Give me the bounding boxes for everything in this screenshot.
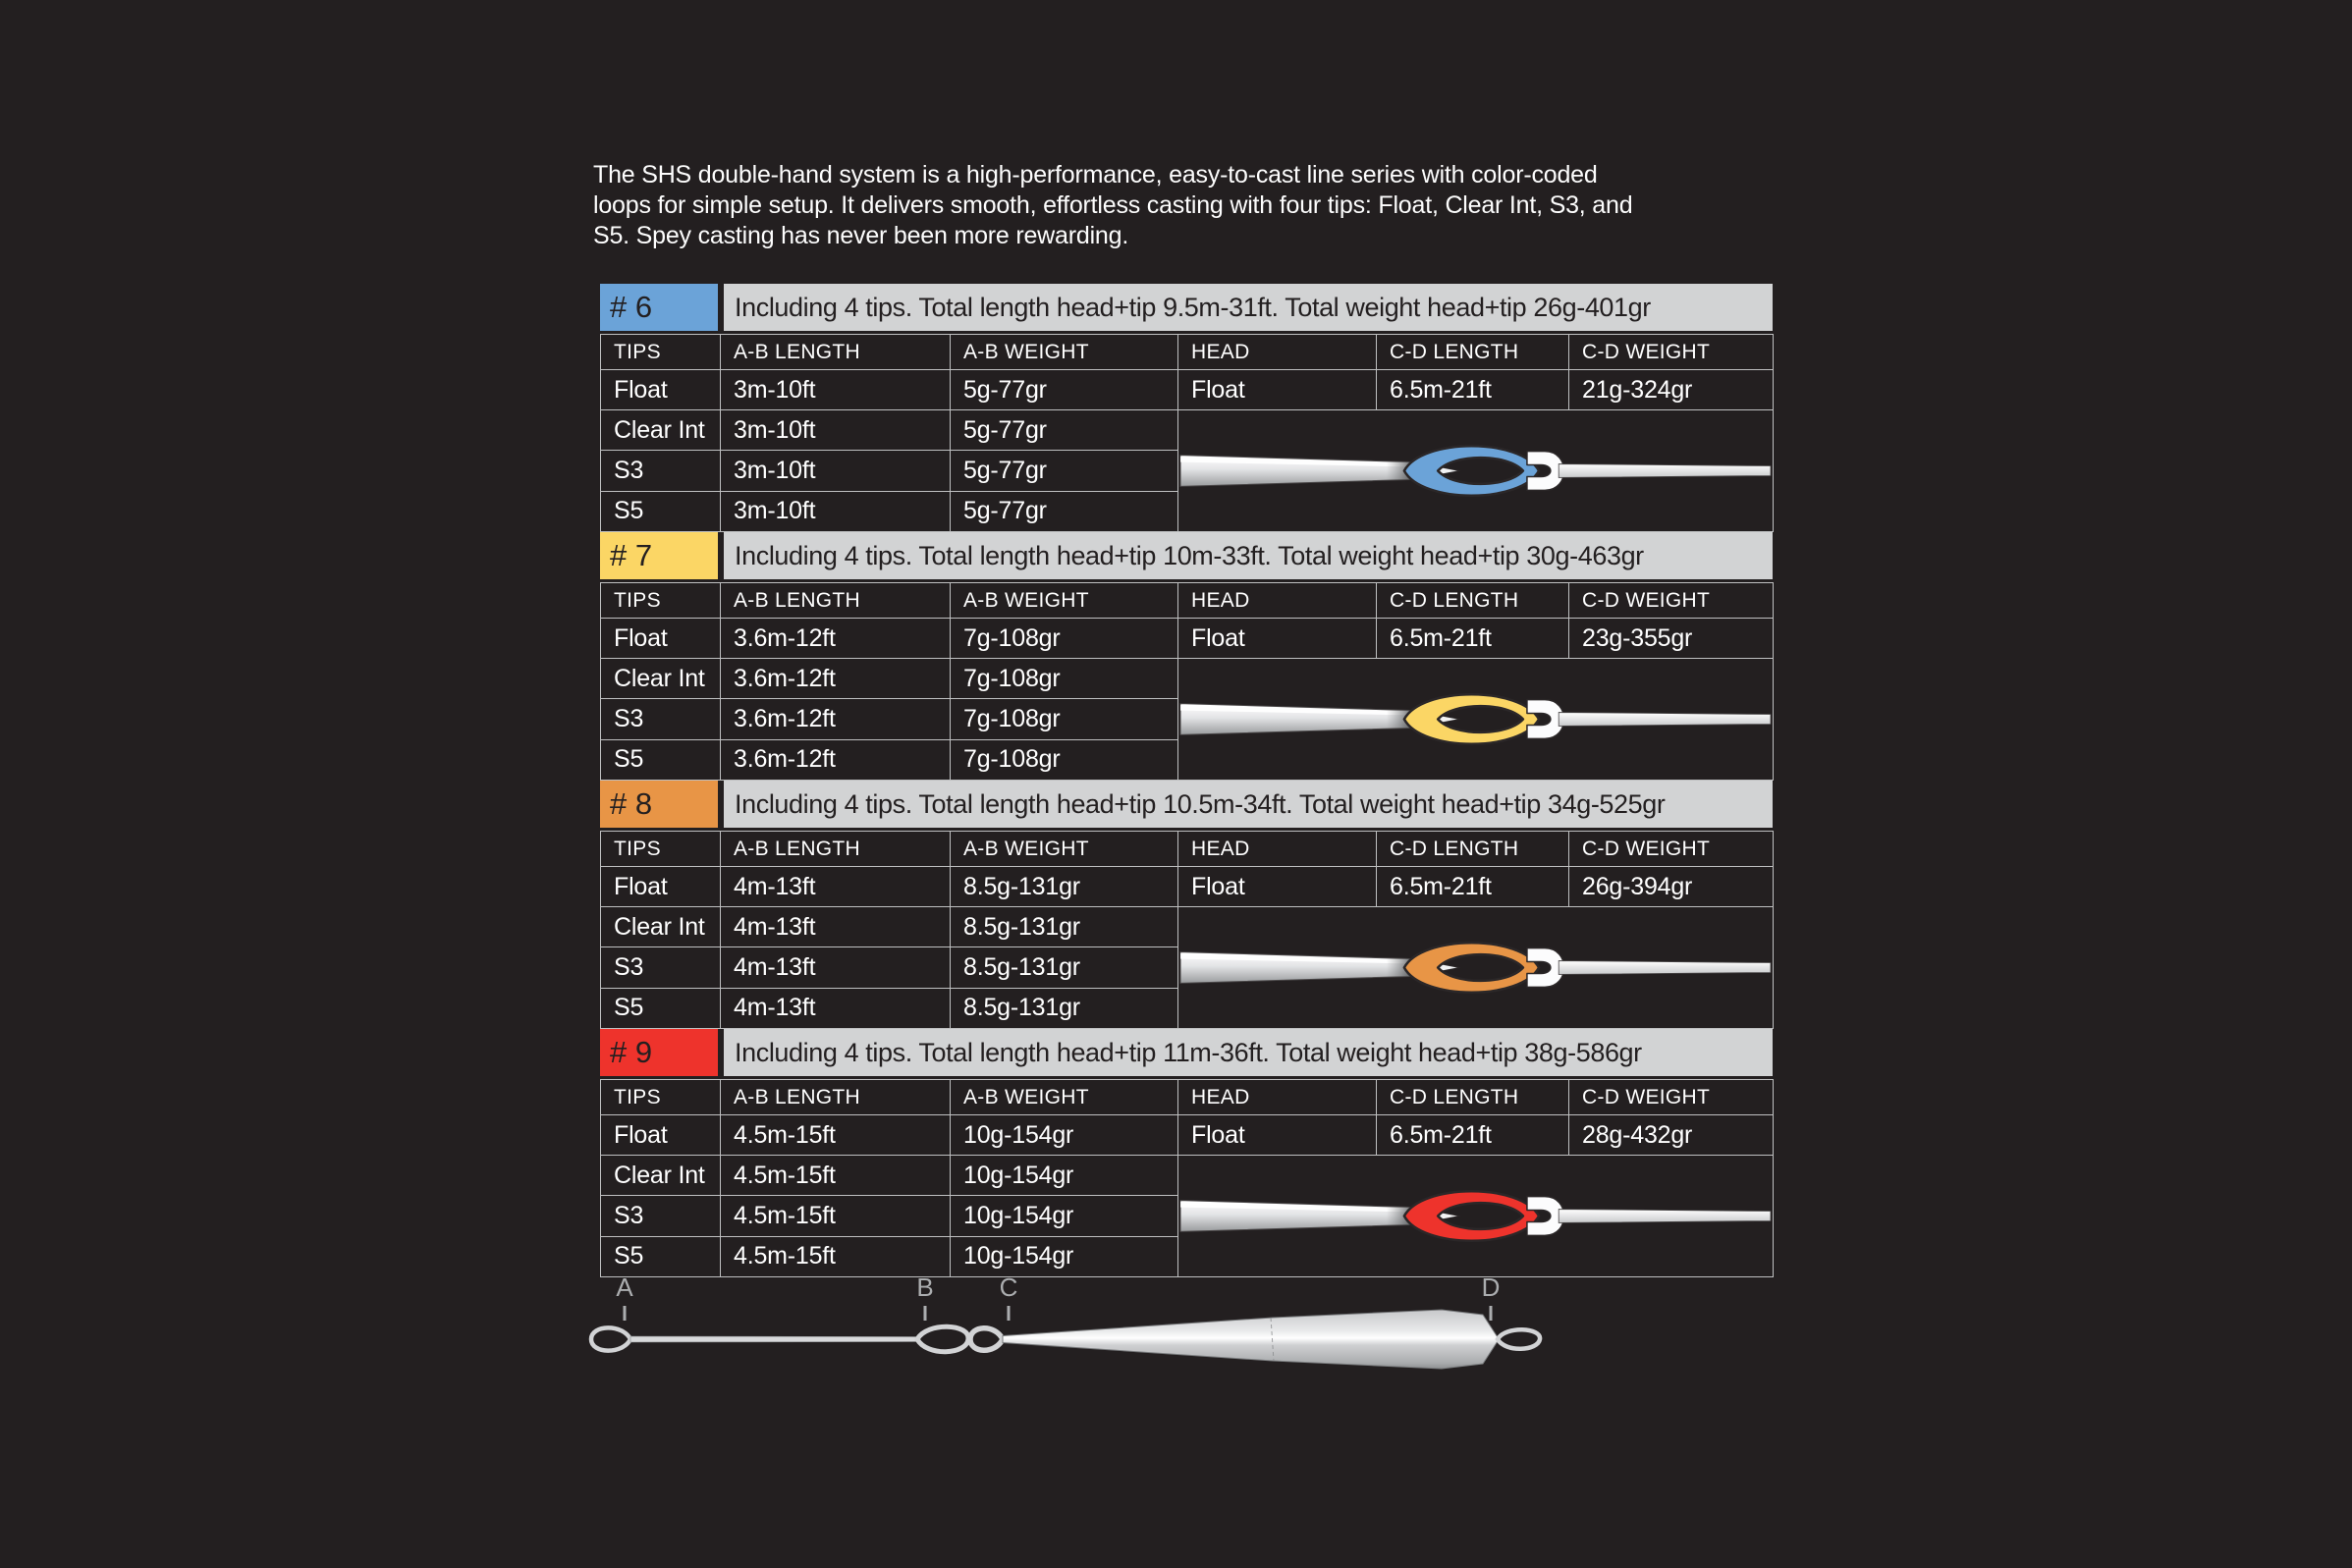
col-header-cd-length: C-D LENGTH	[1377, 832, 1569, 867]
cell-cd-weight: 21g-324gr	[1569, 370, 1774, 410]
col-header-cd-length: C-D LENGTH	[1377, 1080, 1569, 1115]
section-header	[600, 781, 1773, 828]
cell-tip: S3	[601, 699, 721, 739]
cell-tip: Float	[601, 370, 721, 410]
col-header-ab-length: A-B LENGTH	[721, 832, 951, 867]
col-header-cd-length: C-D LENGTH	[1377, 583, 1569, 619]
loop-d	[1498, 1329, 1540, 1349]
cell-ab-length: 4.5m-15ft	[721, 1196, 951, 1236]
cell-ab-length: 4.5m-15ft	[721, 1156, 951, 1196]
cell-cd-weight: 28g-432gr	[1569, 1115, 1774, 1156]
cell-ab-weight: 8.5g-131gr	[951, 867, 1178, 907]
loop-c	[970, 1328, 1003, 1351]
section-summary: Including 4 tips. Total length head+tip 10.5m-34ft. Total weight head+tip 34g-525gr	[724, 781, 1773, 828]
cell-ab-length: 3.6m-12ft	[721, 619, 951, 659]
col-header-ab-weight: A-B WEIGHT	[951, 832, 1178, 867]
cell-tip: S3	[601, 451, 721, 491]
cell-ab-weight: 8.5g-131gr	[951, 907, 1178, 947]
col-header-ab-weight: A-B WEIGHT	[951, 583, 1178, 619]
col-header-tips: TIPS	[601, 335, 721, 370]
col-header-ab-weight: A-B WEIGHT	[951, 335, 1178, 370]
cell-cd-weight: 23g-355gr	[1569, 619, 1774, 659]
cell-ab-length: 4m-13ft	[721, 988, 951, 1028]
line-weight-badge: # 6	[600, 284, 718, 331]
col-header-tips: TIPS	[601, 583, 721, 619]
table-row	[601, 867, 1774, 907]
cell-ab-length: 4m-13ft	[721, 867, 951, 907]
col-header-cd-weight: C-D WEIGHT	[1569, 583, 1774, 619]
col-header-cd-length: C-D LENGTH	[1377, 335, 1569, 370]
col-header-tips: TIPS	[601, 1080, 721, 1115]
cell-cd-length: 6.5m-21ft	[1377, 619, 1569, 659]
cell-ab-weight: 10g-154gr	[951, 1156, 1178, 1196]
spec-tables	[600, 284, 1773, 1277]
cell-ab-weight: 7g-108gr	[951, 699, 1178, 739]
col-header-ab-weight: A-B WEIGHT	[951, 1080, 1178, 1115]
cell-tip: Clear Int	[601, 659, 721, 699]
loop-connection-illustration	[1178, 659, 1774, 781]
line-anatomy-diagram	[585, 1269, 1559, 1390]
cell-ab-length: 3m-10ft	[721, 410, 951, 451]
tick-mark-c	[1008, 1306, 1011, 1321]
line-weight-badge: # 8	[600, 781, 718, 828]
col-header-ab-length: A-B LENGTH	[721, 1080, 951, 1115]
section-header	[600, 532, 1773, 579]
section-summary: Including 4 tips. Total length head+tip 9.5m-31ft. Total weight head+tip 26g-401gr	[724, 284, 1773, 331]
cell-head: Float	[1178, 619, 1377, 659]
loop-b	[917, 1326, 968, 1352]
spec-section-8	[600, 781, 1773, 1029]
cell-ab-weight: 8.5g-131gr	[951, 947, 1178, 988]
cell-ab-length: 4m-13ft	[721, 947, 951, 988]
cell-ab-length: 3m-10ft	[721, 370, 951, 410]
cell-ab-weight: 5g-77gr	[951, 410, 1178, 451]
col-header-head: HEAD	[1178, 1080, 1377, 1115]
cell-tip: Float	[601, 1115, 721, 1156]
loop-connection-illustration	[1178, 410, 1774, 532]
col-header-tips: TIPS	[601, 832, 721, 867]
cell-ab-weight: 10g-154gr	[951, 1196, 1178, 1236]
spec-section-7	[600, 532, 1773, 781]
cell-ab-weight: 7g-108gr	[951, 659, 1178, 699]
head-body	[1003, 1310, 1498, 1369]
loop-to-loop-knot-icon	[1178, 410, 1773, 531]
cell-ab-weight: 10g-154gr	[951, 1236, 1178, 1276]
diagram-marker-label: C	[999, 1272, 1018, 1302]
intro-line: loops for simple setup. It delivers smooth, effortless casting with four tips: Float, Clear Int, S3, and	[593, 191, 1633, 219]
cell-ab-weight: 8.5g-131gr	[951, 988, 1178, 1028]
cell-tip: Clear Int	[601, 907, 721, 947]
tick-mark-b	[924, 1306, 927, 1321]
cell-ab-length: 4m-13ft	[721, 907, 951, 947]
tip-line	[630, 1336, 917, 1342]
section-header	[600, 1029, 1773, 1076]
cell-cd-weight: 26g-394gr	[1569, 867, 1774, 907]
spec-section-9	[600, 1029, 1773, 1277]
cell-ab-length: 3m-10ft	[721, 491, 951, 531]
cell-ab-length: 4.5m-15ft	[721, 1236, 951, 1276]
cell-ab-length: 3m-10ft	[721, 451, 951, 491]
col-header-cd-weight: C-D WEIGHT	[1569, 335, 1774, 370]
column-header-row	[601, 583, 1774, 619]
loop-to-loop-knot-icon	[1178, 1156, 1773, 1276]
line-weight-badge: # 9	[600, 1029, 718, 1076]
loop-connection-illustration	[1178, 1156, 1774, 1277]
diagram-marker-label: D	[1481, 1272, 1501, 1302]
tick-mark-a	[624, 1306, 627, 1321]
table-row	[601, 1115, 1774, 1156]
loop-connection-illustration	[1178, 907, 1774, 1029]
table-row	[601, 1156, 1774, 1196]
col-header-head: HEAD	[1178, 335, 1377, 370]
cell-tip: S3	[601, 947, 721, 988]
cell-head: Float	[1178, 1115, 1377, 1156]
diagram-marker-label: A	[616, 1272, 633, 1302]
cell-head: Float	[1178, 370, 1377, 410]
cell-ab-length: 3.6m-12ft	[721, 699, 951, 739]
col-header-ab-length: A-B LENGTH	[721, 583, 951, 619]
cell-tip: S5	[601, 739, 721, 780]
cell-tip: S3	[601, 1196, 721, 1236]
spec-table	[600, 582, 1774, 781]
cell-ab-length: 4.5m-15ft	[721, 1115, 951, 1156]
diagram-marker-label: B	[916, 1272, 934, 1302]
cell-head: Float	[1178, 867, 1377, 907]
cell-tip: Float	[601, 619, 721, 659]
column-header-row	[601, 832, 1774, 867]
cell-tip: S5	[601, 491, 721, 531]
table-row	[601, 410, 1774, 451]
cell-tip: Float	[601, 867, 721, 907]
spec-section-6	[600, 284, 1773, 532]
cell-tip: Clear Int	[601, 1156, 721, 1196]
tick-mark-d	[1490, 1306, 1493, 1321]
table-row	[601, 659, 1774, 699]
line-anatomy-svg	[585, 1269, 1559, 1390]
cell-tip: S5	[601, 1236, 721, 1276]
section-summary: Including 4 tips. Total length head+tip 10m-33ft. Total weight head+tip 30g-463gr	[724, 532, 1773, 579]
cell-ab-length: 3.6m-12ft	[721, 659, 951, 699]
spec-table	[600, 831, 1774, 1029]
cell-cd-length: 6.5m-21ft	[1377, 867, 1569, 907]
section-summary: Including 4 tips. Total length head+tip 11m-36ft. Total weight head+tip 38g-586gr	[724, 1029, 1773, 1076]
loop-a	[591, 1327, 630, 1350]
intro-line: S5. Spey casting has never been more rewarding.	[593, 222, 1129, 249]
cell-ab-weight: 5g-77gr	[951, 451, 1178, 491]
cell-ab-weight: 5g-77gr	[951, 491, 1178, 531]
cell-ab-weight: 5g-77gr	[951, 370, 1178, 410]
col-header-ab-length: A-B LENGTH	[721, 335, 951, 370]
col-header-cd-weight: C-D WEIGHT	[1569, 832, 1774, 867]
col-header-cd-weight: C-D WEIGHT	[1569, 1080, 1774, 1115]
line-weight-badge: # 7	[600, 532, 718, 579]
col-header-head: HEAD	[1178, 583, 1377, 619]
cell-ab-weight: 7g-108gr	[951, 619, 1178, 659]
column-header-row	[601, 335, 1774, 370]
cell-tip: S5	[601, 988, 721, 1028]
loop-to-loop-knot-icon	[1178, 907, 1773, 1028]
table-row	[601, 370, 1774, 410]
cell-tip: Clear Int	[601, 410, 721, 451]
spec-table	[600, 1079, 1774, 1277]
col-header-head: HEAD	[1178, 832, 1377, 867]
table-row	[601, 619, 1774, 659]
intro-paragraph	[593, 160, 1693, 251]
cell-cd-length: 6.5m-21ft	[1377, 370, 1569, 410]
cell-ab-weight: 10g-154gr	[951, 1115, 1178, 1156]
cell-cd-length: 6.5m-21ft	[1377, 1115, 1569, 1156]
loop-to-loop-knot-icon	[1178, 659, 1773, 780]
table-row	[601, 907, 1774, 947]
spec-table	[600, 334, 1774, 532]
column-header-row	[601, 1080, 1774, 1115]
intro-line: The SHS double-hand system is a high-performance, easy-to-cast line series with color-coded	[593, 161, 1598, 189]
cell-ab-length: 3.6m-12ft	[721, 739, 951, 780]
section-header	[600, 284, 1773, 331]
cell-ab-weight: 7g-108gr	[951, 739, 1178, 780]
